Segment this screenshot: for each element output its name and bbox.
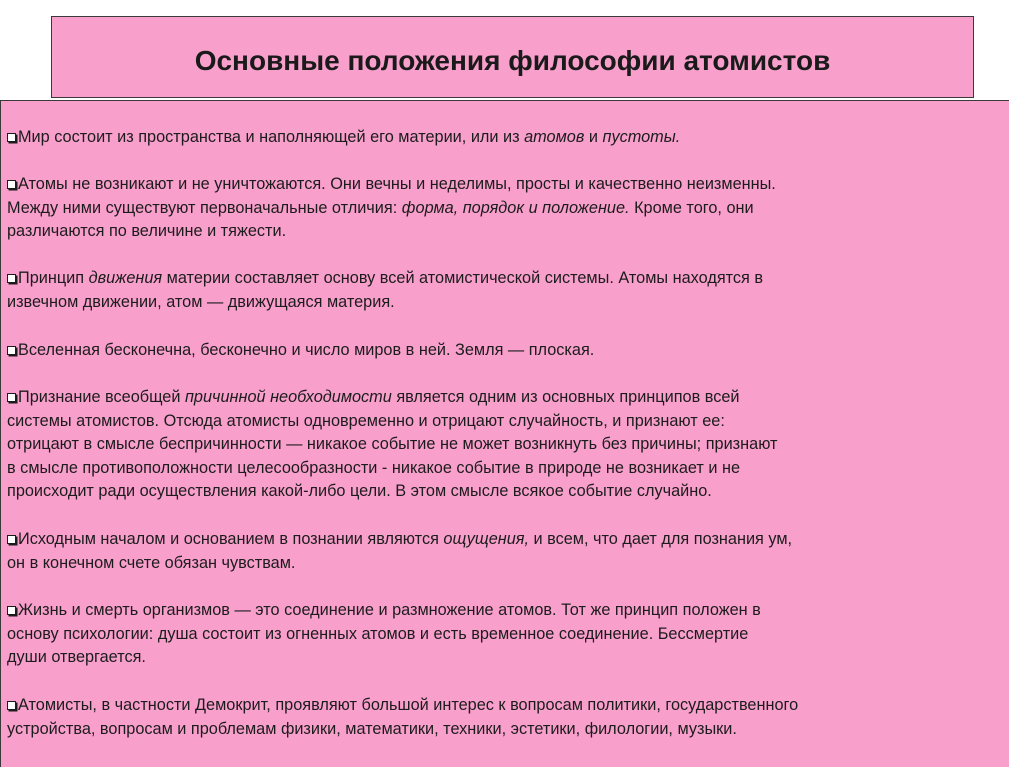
body-text: и всем, что дает для познания ум, (528, 530, 793, 548)
body-text: он в конечном счете обязан чувствам. (7, 553, 296, 572)
body-text: Вселенная бесконечна, бесконечно и число миров в ней. Земля — плоская. (18, 341, 595, 359)
body-text: устройства, вопросам и проблемам физики, математики, техники, эстетики, филологии, музыки. (7, 719, 737, 738)
checkbox-square-icon (7, 133, 16, 142)
body-text: Кроме того, они (629, 198, 754, 217)
emphasis-text: причинной необходимости (184, 388, 392, 406)
bullet-line (7, 433, 997, 457)
bullet-line (7, 291, 997, 315)
bullet-line (7, 267, 997, 291)
checkbox-square-icon (7, 535, 16, 544)
bullet-line (7, 126, 997, 150)
bullet-item (7, 339, 997, 363)
checkbox-square-icon (7, 180, 16, 189)
body-text: Признание всеобщей (18, 388, 185, 406)
checkbox-square-icon (7, 346, 16, 355)
slide-title: Основные положения философии атомистов (194, 45, 831, 76)
bullet-line (7, 173, 997, 197)
body-text: материи составляет основу всей атомистической системы. Атомы находятся в (162, 269, 764, 287)
bullet-line (7, 599, 997, 623)
content-box (0, 100, 1009, 767)
body-text: различаются по величине и тяжести. (7, 222, 287, 240)
bullet-line (7, 457, 997, 481)
checkbox-square-icon (7, 701, 16, 710)
bullet-line (7, 339, 997, 363)
emphasis-text: пустоты. (602, 128, 681, 146)
title-box (51, 16, 974, 98)
body-text: Исходным началом и основанием в познании являются (18, 530, 444, 548)
bullet-item (7, 528, 997, 575)
body-text: системы атомистов. Отсюда атомисты одновременно и отрицают случайность, и признают ее: (7, 411, 725, 430)
bullet-line (7, 386, 997, 410)
checkbox-square-icon (7, 274, 16, 283)
bullet-line (7, 528, 997, 552)
body-text: Принцип (18, 269, 89, 287)
checkbox-square-icon (7, 393, 16, 402)
body-text: отрицают в смысле беспричинности — никакое событие не может возникнуть без причины; признают (7, 435, 778, 453)
body-text: основу психологии: душа состоит из огненных атомов и есть временное соединение. Бессмертие (7, 624, 749, 643)
bullet-item (7, 126, 997, 150)
bullet-line (7, 410, 997, 434)
bullet-item (7, 267, 997, 314)
bullet-item (7, 694, 997, 741)
body-text: души отвергается. (7, 648, 146, 666)
body-text: и (584, 128, 603, 146)
bullet-item (7, 599, 997, 670)
body-text: Атомисты, в частности Демокрит, проявляют большой интерес к вопросам политики, государственного (18, 696, 799, 714)
bullet-line (7, 646, 997, 670)
emphasis-text: движения (88, 269, 163, 287)
checkbox-square-icon (7, 606, 16, 615)
body-text: в смысле противоположности целесообразности - никакое событие в природе не возникает и не (7, 458, 741, 477)
bullet-line (7, 480, 997, 504)
body-text: Жизнь и смерть организмов — это соединение и размножение атомов. Тот же принцип положен в (18, 601, 761, 619)
body-text: Мир состоит из пространства и наполняющей его материи, или из (18, 128, 525, 146)
body-text: Атомы не возникают и не уничтожаются. Они вечны и неделимы, просты и качественно неизменны. (18, 175, 776, 193)
bullet-item (7, 386, 997, 504)
bullet-line (7, 220, 997, 244)
emphasis-text: форма, порядок и положение. (401, 198, 630, 217)
bullet-line (7, 623, 997, 647)
body-text: извечном движении, атом — движущаяся материя. (7, 292, 395, 311)
emphasis-text: атомов (524, 128, 585, 146)
body-text: является одним из основных принципов всей (391, 388, 740, 406)
body-text: Между ними существуют первоначальные отличия: (7, 198, 402, 217)
body-text: происходит ради осуществления какой-либо цели. В этом смысле всякое событие случайно. (7, 482, 712, 500)
bullet-item (7, 173, 997, 244)
bullet-line (7, 552, 997, 576)
bullet-line (7, 694, 997, 718)
bullet-line (7, 718, 997, 742)
bullet-line (7, 197, 997, 221)
emphasis-text: ощущения, (443, 530, 529, 548)
